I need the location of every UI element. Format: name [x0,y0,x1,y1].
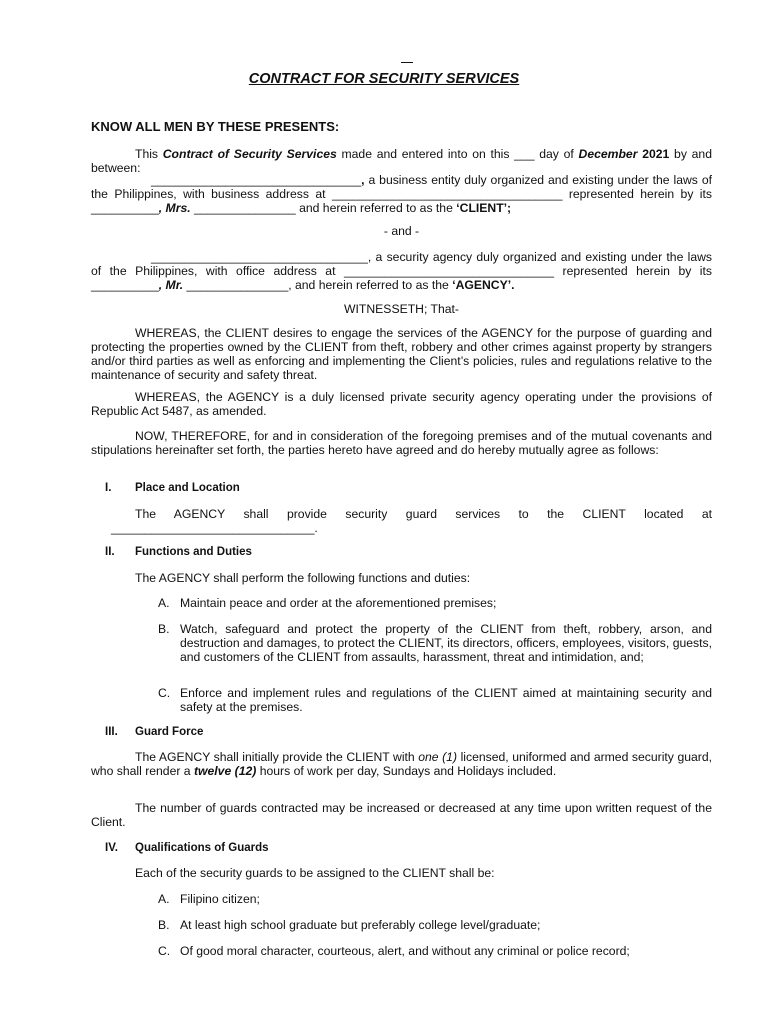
list-letter: B. [158,622,170,636]
list-text: Maintain peace and order at the aforementioned premises; [180,596,497,610]
client-mrs: , Mrs. [158,201,191,215]
section-heading-3 [91,725,203,739]
list-text: Of good moral character, courteous, alert, and without any criminal or police record; [180,944,630,958]
list-letter: A. [158,596,170,610]
contract-year: 2021 [642,147,670,161]
section-4-intro [91,866,712,880]
list-item [158,686,712,714]
list-letter: C. [158,686,171,700]
agency-text-1: ________________________________, a security agency duly organized and existing under the laws of the Philippines, with office address at _______________________________ represented herein by its __________ [91,250,712,292]
list-letter: A. [158,892,170,906]
section-title: Place and Location [135,482,240,494]
intro-text-2: made and entered into on this ___ day of [336,147,579,161]
whereas-2 [91,390,712,418]
contract-month: December [578,147,638,161]
section-3-para-2-text: The number of guards contracted may be increased or decreased at any time upon written request of the Client. [91,801,712,829]
guard-text-2: licensed, uniformed and armed security guard, who shall render a [91,750,712,778]
intro-text-1: This [135,147,163,161]
section-3-para-2 [91,801,712,829]
section-2-intro [91,571,712,585]
section-4-intro-text: Each of the security guards to be assigned to the CLIENT shall be: [135,866,495,880]
list-text: At least high school graduate but preferably college level/graduate; [180,918,541,932]
client-name-blank: _______________________________ [151,173,362,187]
agency-text-2: _______________, and herein referred to as the [183,278,453,292]
list-item [158,918,712,932]
list-item [158,596,712,610]
whereas-1-text: WHEREAS, the CLIENT desires to engage the services of the AGENCY for the purpose of guarding and protecting the properties owned by the CLIENT from theft, robbery and other crimes against property by strangers and/or third parties as well as enforcing and implementing the Client’s policies, rules and regulations relative to the maintenance of security and safety threat. [91,326,712,382]
agency-designation: ‘AGENCY’. [452,278,515,292]
client-party-paragraph [91,173,712,215]
guard-text-1: The AGENCY shall initially provide the CLIENT with [135,750,419,764]
section-number: IV. [105,842,119,854]
section-title: Guard Force [135,726,204,738]
agency-mr: , Mr. [158,278,184,292]
client-comma: , [361,173,365,187]
section-number: II. [105,546,115,558]
guard-hours: twelve (12) [193,764,257,778]
section-heading-2 [91,545,252,559]
and-separator: - and - [383,224,420,238]
list-text: Watch, safeguard and protect the property of the CLIENT from theft, robbery, arson, and destruction and damages, to protect the CLIENT, its directors, officers, employees, visitors, guests, and customers of the CLIENT from assaults, harassment, threat and intimidation, and; [180,622,712,664]
list-letter: B. [158,918,170,932]
section-1-text: The AGENCY shall provide security guard services to the CLIENT located at [135,507,712,521]
guard-count: one (1) [418,750,458,764]
client-text-2: _______________ and herein referred to as the [190,201,457,215]
section-2-intro-text: The AGENCY shall perform the following functions and duties: [135,571,471,585]
now-therefore [91,429,712,457]
witnesseth: WITNESSETH; That- [344,302,459,316]
agency-party-paragraph [91,250,712,292]
section-3-para-1 [91,750,712,778]
list-text: Enforce and implement rules and regulations of the CLIENT aimed at maintaining security and safety at the premises. [180,686,712,714]
now-therefore-text: NOW, THEREFORE, for and in consideration of the foregoing premises and of the mutual covenants and stipulations hereinafter set forth, the parties hereto have agreed and do hereby mutually agree as follows: [91,429,712,457]
section-1-location-blank: ______________________________. [111,521,318,535]
section-title: Functions and Duties [135,546,252,558]
section-heading-4 [91,841,269,855]
whereas-2-text: WHEREAS, the AGENCY is a duly licensed private security agency operating under the provisions of Republic Act 5487, as amended. [91,390,712,418]
list-item [158,622,712,664]
opening-line: KNOW ALL MEN BY THESE PRESENTS: [91,119,340,134]
intro-paragraph [91,147,712,175]
section-1-body [91,507,712,535]
document-title: CONTRACT FOR SECURITY SERVICES [248,71,520,87]
top-mark [401,62,413,63]
client-text-1: a business entity duly organized and existing under the laws of the Philippines, with business address at __________________________________ represented herein by its __________ [91,173,712,215]
list-text: Filipino citizen; [180,892,260,906]
list-item [158,944,712,958]
whereas-1 [91,326,712,382]
section-title: Qualifications of Guards [135,842,269,854]
section-number: I. [105,482,112,494]
client-designation: ‘CLIENT’; [456,201,512,215]
contract-name: Contract of Security Services [162,147,337,161]
guard-text-3: hours of work per day, Sundays and Holidays included. [256,764,557,778]
list-letter: C. [158,944,171,958]
section-heading-1 [91,481,240,495]
intro-text-3: by and between: [91,147,712,175]
section-number: III. [105,726,118,738]
list-item [158,892,712,906]
